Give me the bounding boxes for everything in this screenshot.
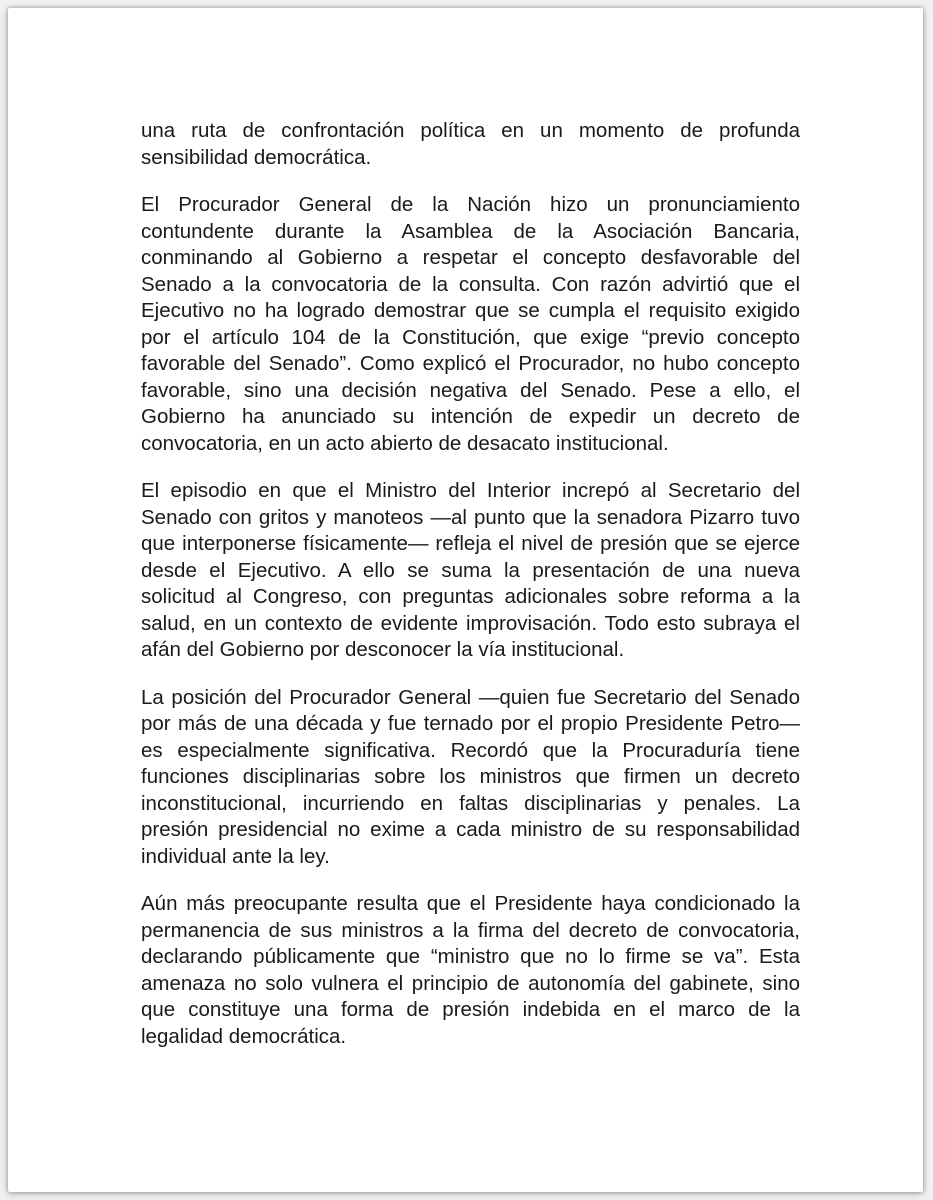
document-page <box>8 8 923 1192</box>
paragraph-3: El episodio en que el Ministro del Interior increpó al Secretario del Senado con gritos y manoteos —al punto que la senadora Pizarro tuvo que interponerse físicamente— refleja el nivel de presión que se ejerce desde el Ejecutivo. A ello se suma la presentación de una nueva solicitud al Congreso, con preguntas adicionales sobre reforma a la salud, en un contexto de evidente improvisación. Todo esto subraya el afán del Gobierno por desconocer la vía institucional. <box>141 479 800 661</box>
paragraph-5: Aún más preocupante resulta que el Presidente haya condicionado la permanencia de sus ministros a la firma del decreto de convocatoria, declarando públicamente que “ministro que no lo firme se va”. Esta amenaza no solo vulnera el principio de autonomía del gabinete, sino que constituye una forma de presión indebida en el marco de la legalidad democrática. <box>141 892 800 1048</box>
paragraph-1: una ruta de confrontación política en un momento de profunda sensibilidad democrática. <box>141 119 800 169</box>
paragraph-2: El Procurador General de la Nación hizo un pronunciamiento contundente durante la Asamblea de la Asociación Bancaria, conminando al Gobierno a respetar el concepto desfavorable del Senado a la convocatoria de la consulta. Con razón advirtió que el Ejecutivo no ha logrado demostrar que se cumpla el requisito exigido por el artículo 104 de la Constitución, que exige “previo concepto favorable del Senado”. Como explicó el Procurador, no hubo concepto favorable, sino una decisión negativa del Senado. Pese a ello, el Gobierno ha anunciado su intención de expedir un decreto de convocatoria, en un acto abierto de desacato institucional. <box>141 193 800 455</box>
document-body <box>141 118 800 1071</box>
paragraph-4: La posición del Procurador General —quien fue Secretario del Senado por más de una década y fue ternado por el propio Presidente Petro— es especialmente significativa. Recordó que la Procuraduría tiene funciones disciplinarias sobre los ministros que firmen un decreto inconstitucional, incurriendo en faltas disciplinarias y penales. La presión presidencial no exime a cada ministro de su responsabilidad individual ante la ley. <box>141 685 800 868</box>
